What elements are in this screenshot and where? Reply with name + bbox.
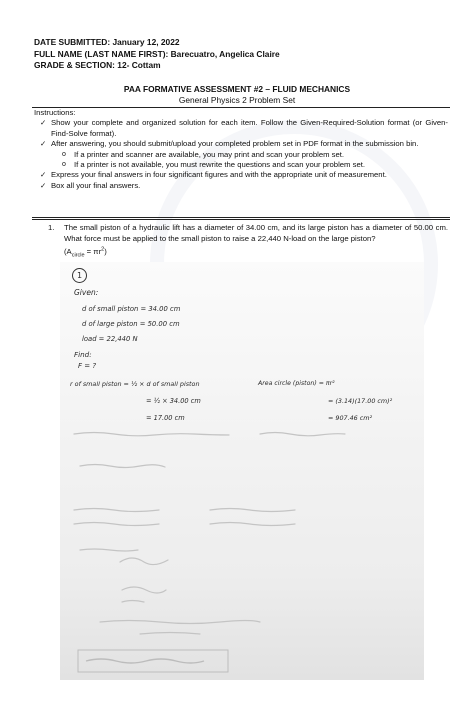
instructions-bottom-rule-2 [32, 219, 450, 220]
hw-r-small: r of small piston = ½ × d of small piston [70, 380, 200, 388]
instruction-subitem: o If a printer and scanner are available, you may print and scan your problem set. [62, 149, 345, 159]
bullet-icon: o [62, 150, 66, 158]
bullet-icon: o [62, 161, 66, 169]
hw-d-small: d of small piston = 34.00 cm [82, 305, 181, 313]
assessment-subtitle: General Physics 2 Problem Set [178, 95, 296, 105]
question-1 [34, 223, 448, 261]
hw-load: load = 22,440 N [82, 335, 138, 343]
grade-section: GRADE & SECTION: 12- Cottam [34, 60, 161, 70]
check-icon: ✓ [40, 139, 47, 149]
check-icon: ✓ [40, 180, 47, 190]
document-title [0, 84, 474, 106]
question-text: The small piston of a hydraulic lift has a diameter of 34.00 cm, and its large piston has a diameter of 50.00 cm. What force must be applied to the small piston to raise a 22,440 N-load on the large piston? [64, 223, 448, 243]
hw-f: F = ? [78, 362, 97, 370]
hw-find: Find: [74, 350, 92, 359]
assessment-title: PAA FORMATIVE ASSESSMENT #2 – FLUID MECHANICS [123, 84, 351, 94]
student-header [34, 37, 280, 72]
date-submitted: DATE SUBMITTED: January 12, 2022 [34, 37, 180, 47]
hw-area-calc2: = 907.46 cm² [328, 414, 373, 422]
instruction-item: ✓ Box all your final answers. [40, 180, 141, 190]
question-number: 1. [48, 223, 55, 232]
faded-handwriting-scribbles [60, 262, 424, 680]
instructions-block [34, 108, 448, 191]
hw-area-calc1: = (3.14)(17.00 cm)² [328, 397, 393, 405]
instructions-bottom-rule [32, 217, 450, 218]
hw-r-calc1: = ½ × 34.00 cm [146, 397, 201, 405]
item-number-circle: 1 [72, 268, 87, 283]
hw-d-large: d of large piston = 50.00 cm [82, 320, 180, 328]
check-icon: ✓ [40, 170, 47, 180]
instruction-item: ✓ Express your final answers in four significant figures and with the appropriate unit of measurement. [40, 170, 387, 180]
check-icon: ✓ [40, 118, 47, 128]
instruction-subitem: o If a printer is not available, you must rewrite the questions and scan your problem set. [62, 160, 365, 170]
hw-r-calc2: = 17.00 cm [146, 414, 185, 422]
handwritten-solution-photo [60, 262, 424, 680]
instructions-heading: Instructions: [34, 108, 76, 117]
full-name: FULL NAME (LAST NAME FIRST): Barecuatro, Angelica Claire [34, 48, 280, 59]
hw-area-label: Area circle (piston) = πr² [258, 380, 335, 387]
instruction-item: ✓ Show your complete and organized solution for each item. Follow the Given-Required-Solution format (or Given-Find-Solve format). [40, 118, 448, 138]
area-formula: $(A_{circle} = \pi r^2)$ [64, 246, 107, 259]
hw-given: Given: [74, 288, 99, 297]
instruction-item: ✓ After answering, you should submit/upload your completed problem set in PDF format in the submission bin. [40, 139, 419, 149]
